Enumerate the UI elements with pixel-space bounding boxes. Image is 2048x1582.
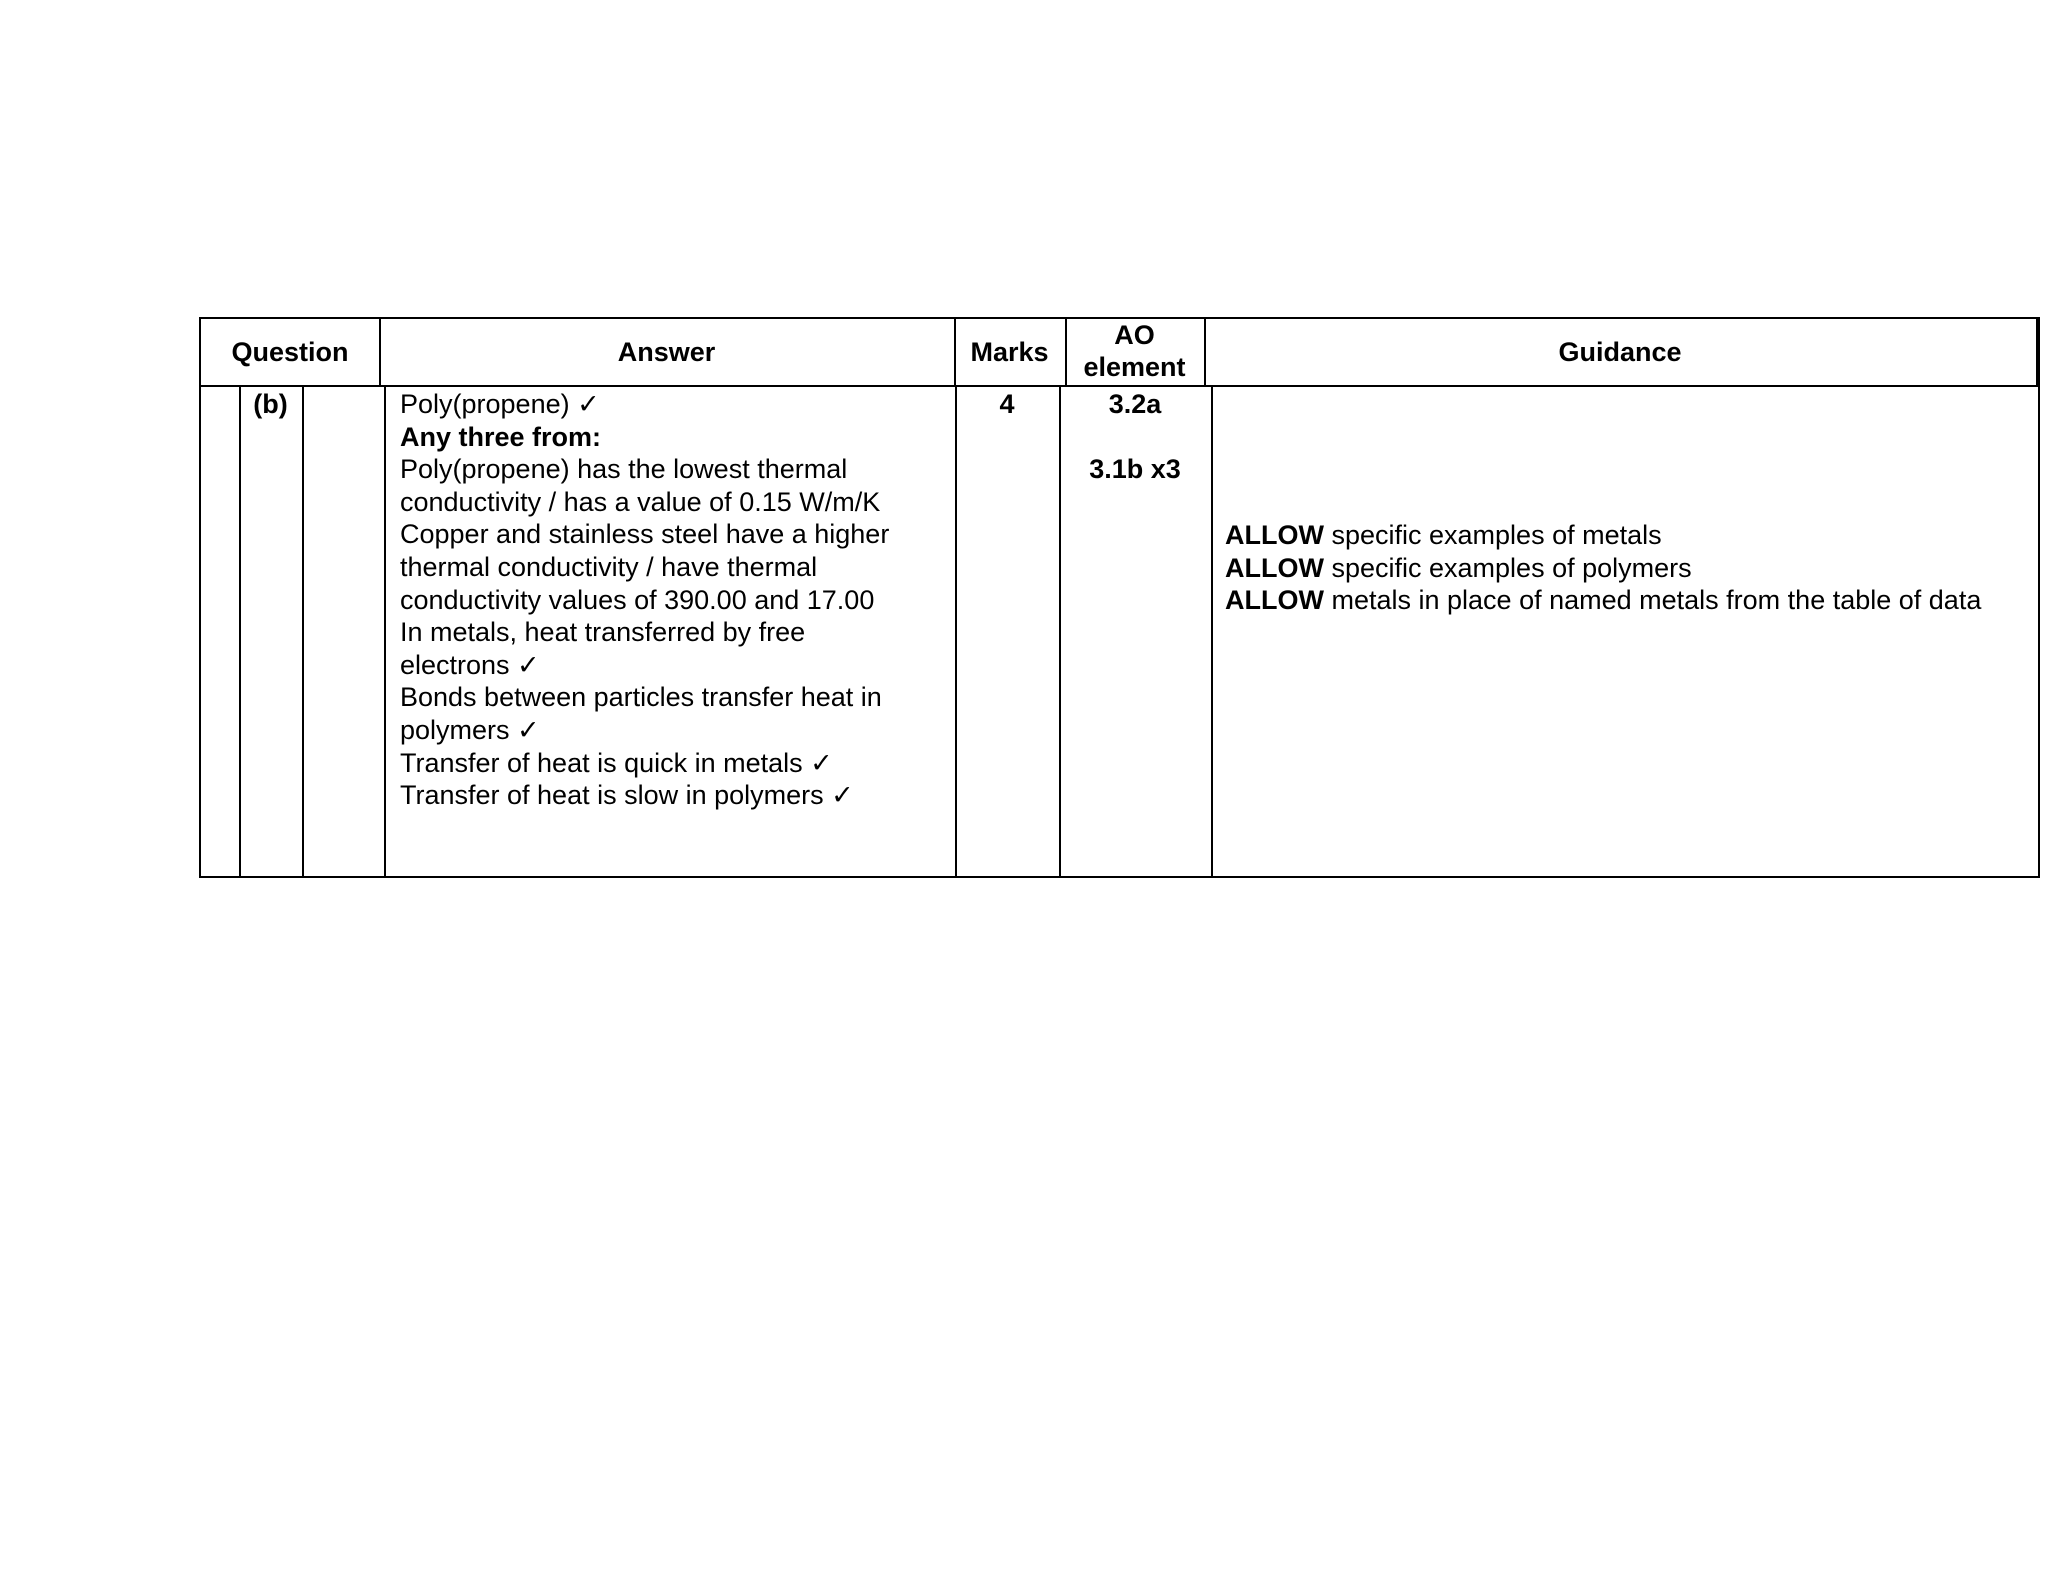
guidance-line	[1225, 519, 1662, 552]
header-question: Question	[231, 337, 349, 367]
answer-line: Poly(propene) ✓	[400, 389, 600, 419]
question-part-label: (b)	[253, 389, 288, 419]
ao-element-2: 3.1b x3	[1089, 454, 1181, 484]
answer-line: thermal conductivity / have thermal	[400, 552, 818, 582]
answer-line: In metals, heat transferred by free	[400, 617, 806, 648]
guidance-keyword: ALLOW	[1225, 552, 1324, 583]
header-marks: Marks	[970, 337, 1049, 367]
guidance-detail: specific examples of polymers	[1323, 552, 1692, 583]
answer-line: polymers ✓	[400, 715, 540, 745]
body-divider-6	[1211, 385, 1213, 876]
header-ao-line1: AO	[1114, 320, 1155, 350]
header-ao-line2: element	[1083, 352, 1186, 382]
guidance-detail: specific examples of metals	[1323, 520, 1662, 550]
answer-line: electrons ✓	[400, 649, 540, 680]
answer-line: Transfer of heat is slow in polymers ✓	[400, 780, 854, 811]
answer-line: conductivity / has a value of 0.15 W/m/K	[400, 486, 881, 517]
header-divider-guidance	[2036, 319, 2038, 385]
guidance-keyword: ALLOW	[1225, 585, 1324, 616]
answer-line: Poly(propene) has the lowest thermal	[400, 454, 848, 485]
marks-value: 4	[999, 389, 1015, 419]
answer-line: conductivity values of 390.00 and 17.00	[400, 584, 875, 615]
answer-line: Any three from:	[400, 421, 602, 452]
body-divider-3	[384, 385, 386, 876]
guidance-line	[1225, 584, 1981, 617]
body-divider-4	[955, 385, 957, 876]
mark-scheme-table	[199, 317, 2040, 878]
answer-line: Transfer of heat is quick in metals ✓	[400, 747, 833, 778]
header-guidance: Guidance	[1558, 337, 1682, 367]
answer-line: Copper and stainless steel have a higher	[400, 519, 890, 550]
body-divider-2	[302, 385, 304, 876]
guidance-line	[1225, 552, 1692, 585]
guidance-detail: metals in place of named metals from the table of data	[1323, 585, 1982, 616]
guidance-keyword: ALLOW	[1225, 520, 1324, 550]
header-divider	[201, 385, 2038, 387]
body-divider-1	[239, 385, 241, 876]
answer-line: Bonds between particles transfer heat in	[400, 682, 882, 713]
header-answer: Answer	[617, 337, 716, 367]
ao-element-1: 3.2a	[1108, 389, 1162, 419]
